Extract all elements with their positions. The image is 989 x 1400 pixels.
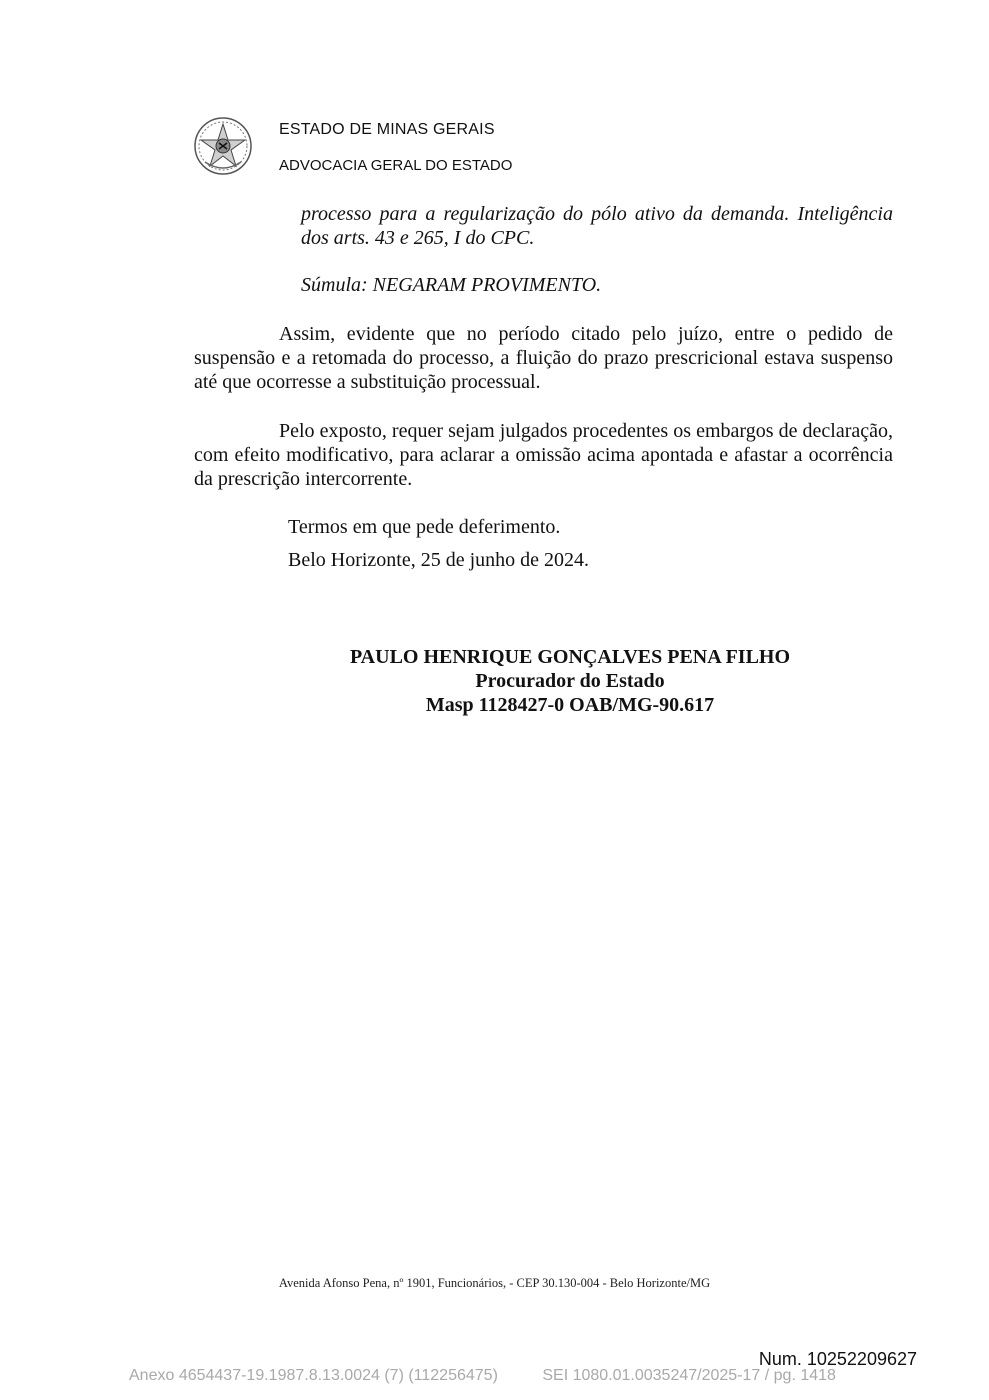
signer-registration: Masp 1128427-0 OAB/MG-90.617 (425, 694, 715, 716)
paragraph-2-text: Pelo exposto, requer sejam julgados procedentes os embargos de declaração, com efeito modificativo, para aclarar a omissão acima apontada e afastar a ocorrência da prescrição intercorrente. (194, 420, 893, 490)
sei-page-ref: SEI 1080.01.0035247/2025-17 / pg. 1418 (542, 1367, 836, 1384)
signer-name: PAULO HENRIQUE GONÇALVES PENA FILHO (349, 646, 791, 668)
paragraph-2 (194, 419, 893, 491)
header-subtitle-clip (279, 152, 539, 174)
quote-line-1: processo para a regularização do pólo ativo da demanda. Inteligência (301, 203, 893, 225)
sumula-text: Súmula: NEGARAM PROVIMENTO. (301, 274, 602, 296)
place-and-date: Belo Horizonte, 25 de junho de 2024. (288, 549, 590, 571)
quoted-excerpt (301, 202, 893, 250)
closing-request: Termos em que pede deferimento. (288, 516, 561, 538)
header-state-title: ESTADO DE MINAS GERAIS (279, 121, 495, 138)
document-number: Num. 10252209627 (758, 1349, 917, 1369)
signature-block (270, 645, 870, 717)
paragraph-1-text: Assim, evidente que no período citado pelo juízo, entre o pedido de suspensão e a retomada do processo, a fluição do prazo prescricional estava suspenso até que ocorresse a substituição processual. (194, 323, 893, 393)
footer-address: Avenida Afonso Pena, nº 1901, Funcionários, - CEP 30.130-004 - Belo Horizonte/MG (278, 1276, 711, 1290)
quote-line-2: dos arts. 43 e 265, I do CPC. (301, 227, 535, 249)
coat-of-arms-icon (193, 116, 253, 176)
annex-id: Anexo 4654437-19.1987.8.13.0024 (7) (112256475) (129, 1367, 498, 1384)
signer-role: Procurador do Estado (475, 670, 665, 692)
header-subtitle: ADVOCACIA GERAL DO ESTADO (279, 157, 513, 174)
paragraph-1 (194, 322, 893, 394)
annex-stamp (129, 1367, 836, 1385)
